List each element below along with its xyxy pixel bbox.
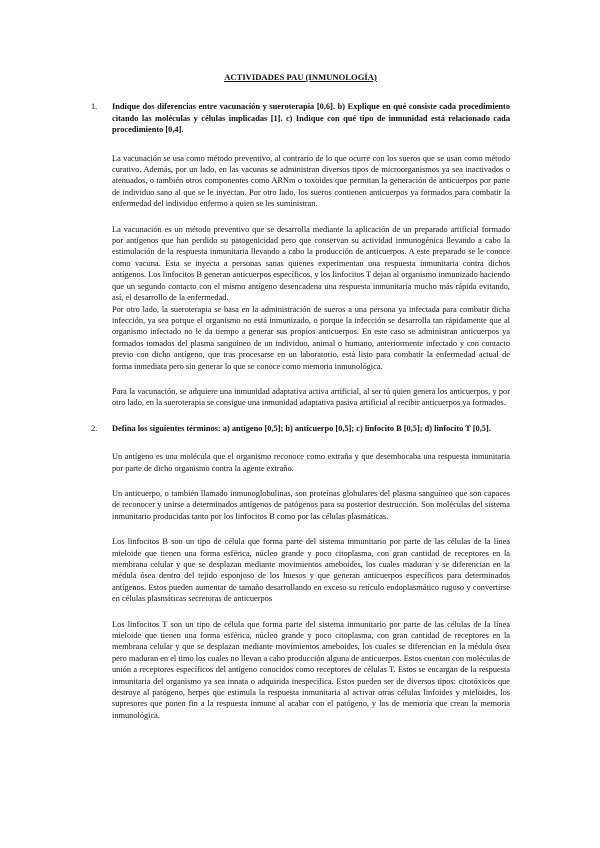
- answer-1-paragraph-4: Para la vacunación, se adquiere una inmunidad adaptativa activa artificial, al ser tú quien genera los anticuerpos, y por otro lado, en la sueroterapia se consigue una inmunidad adaptativa pasiva artificial al recibir anticuerpos ya formados.: [112, 386, 510, 408]
- question-2-number: 2.: [91, 423, 98, 433]
- answer-2-paragraph-1: Un antígeno es una molécula que el organismo reconoce como extraña y que desembocaba una respuesta inmunitaria por parte de dicho organismo contra la agente extraño.: [112, 452, 510, 473]
- answer-2-paragraph-3: Los linfocitos B son un tipo de célula que forma parte del sistema inmunitario por parte de las células de la línea mieloide que tienen una forma esférica, núcleo grande y poco citoplasma, con gran cantidad de receptores en la membrana celular y que se desplazan mediante movimientos ameboides, los cuales maduran y se diferencian en la médula ósea dentro del tejido esponjoso de los huesos y que generan anticuerpos específicos para determinados antígenos. Estos pueden aumentar de tamaño desarrollando en exceso su retículo endoplasmático rugoso y convertirse en células plasmáticas secretoras de anticuerpos: [112, 537, 510, 604]
- question-2-prompt: Defina los siguientes términos: a) antígeno [0,5]; b) anticuerpo [0,5]; c) linfocito B [0,5]; d) linfocito T [0,5].: [112, 423, 491, 433]
- answer-1-paragraph-3: Por otro lado, la sueroterapia se basa en la administración de sueros a una persona ya infectada para combatir dicha infección, ya sea porque el organismo no está inmunizado, o porque la infección se desarrolla tan rápidamente que al organismo infectado no le da tiempo a generar sus propios anticuerpos. En este caso se administran anticuerpos ya formados tomados del plasma sanguíneo de un individuo, animal o humano, anteriormente infectado y con contacto previo con dicho antígeno, que tras procesarse en un laboratorio, está listo para combatir la enfermedad actual de forma inmediata pero sin generar lo que se conoce como memoria inmunológica.: [112, 304, 510, 371]
- question-2: [91, 423, 510, 434]
- answer-2-paragraph-4: Los linfocitos T son un tipo de célula que forma parte del sistema inmunitario por parte de las células de la línea mieloide que tienen una forma esférica, núcleo grande y poco citoplasma, con gran cantidad de receptores en la membrana celular y que se desplazan mediante movimientos ameboides, los cuales se diferencian en la médula ósea pero maduran en el timo los cuales no llevan a cabo producción alguna de anticuerpos. Estos cuentan con moléculas de unión a receptores específicos del antígeno conocidos como receptores de células T. Estos se encargan de la respuesta inmunitaria del organismo ya sea innata o adquirida inespecífica. Estos pueden ser de diversos tipos: citotóxicos que destruye al patógeno, herpes que estimula la respuesta inmunitaria al activar otras células linfoides y mieloides, los supresores que ponen fin a la respuesta inmune al acabar con el patógeno, y los de memoria que crean la memoria inmunológica.: [112, 619, 510, 720]
- question-1-number: 1.: [91, 102, 98, 112]
- question-1: [91, 101, 510, 135]
- answer-2-paragraph-2: Un anticuerpo, o también llamado inmunoglobulinas, son proteínas globulares del plasma sanguíneo que son capaces de reconocer y unirse a determinados antígenos de patógenos para su posterior destrucción. Son moléculas del sistema inmunitario producidas tanto por los linfocitos B como por las células plasmáticas.: [112, 488, 510, 521]
- question-1-prompt: Indique dos diferencias entre vacunación y sueroterapia [0,6]. b) Explique en qué consiste cada procedimiento citando las moléculas y células implicadas [1]. c) Indique con qué tipo de inmunidad está relacionado cada procedimiento [0,4].: [112, 102, 510, 135]
- answer-1-paragraph-2: La vacunación es un método preventivo que se desarrolla mediante la aplicación de un preparado artificial formado por antígenos que han perdido su patogenicidad pero que conservan su actividad inmunogénica llevando a cabo la estimulación de la respuesta inmunitaria llevando a cabo la producción de anticuerpos. A este preparado se le conoce como vacuna. Esta se inyecta a personas sanas quienes experimentan una respuesta inmunitaria contra dichos antígenos. Los linfocitos B generan anticuerpos específicos, y los linfocitos T dejan al organismo inmunizado haciendo que un segundo contacto con el mismo antígeno desencadena una respuesta inmunitaria mucho más rápida evitando, así, el desarrollo de la enfermedad.: [112, 224, 510, 303]
- answer-1-paragraph-1: La vacunación se usa como método preventivo, al contrario de lo que ocurre con los sueros que se usan como método curativo. Además, por un lado, en las vacunas se administran diversos tipos de microorganismos ya sea inactivados o atenuados, o también otros componentes como ARNm o toxoides que permitan la generación de anticuerpos por parte de individuo sano al que se le inyectan. Por otro lado, los sueros contienen anticuerpos ya formados para combatir la enfermedad del individuo enfermo a quien se les suministran.: [112, 153, 510, 209]
- document-title: ACTIVIDADES PAU (INMUNOLOGÍA): [224, 72, 377, 82]
